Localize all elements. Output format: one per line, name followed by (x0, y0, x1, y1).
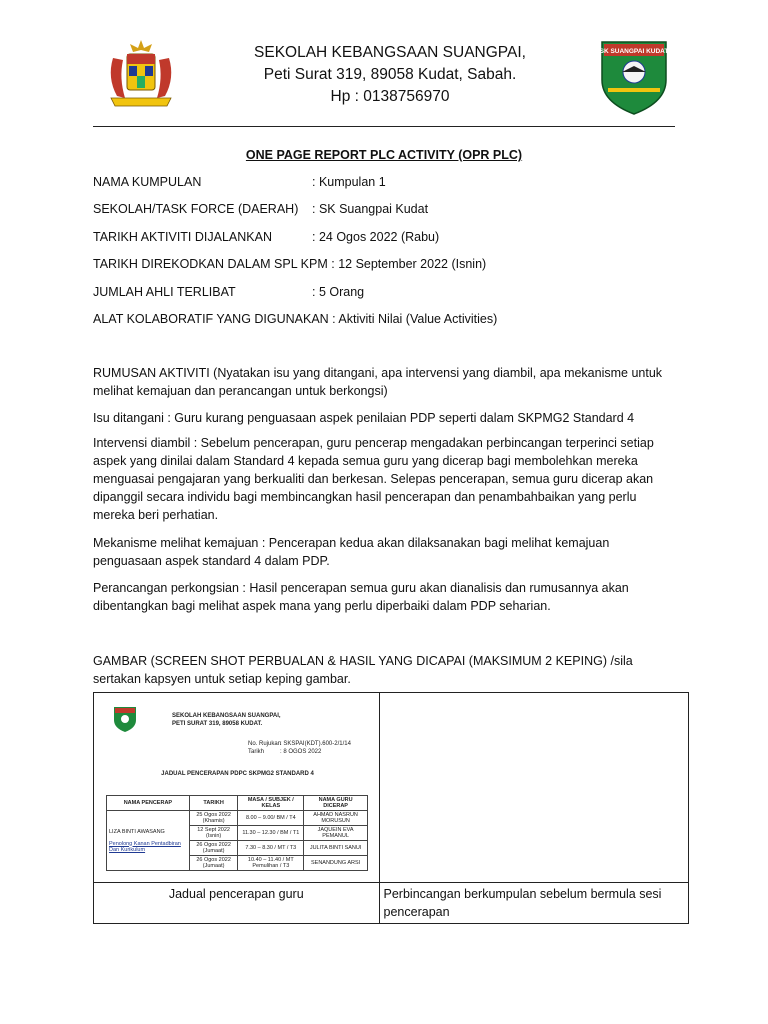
activity-date-label: TARIKH AKTIVITI DIJALANKAN (93, 230, 272, 244)
school-shield-logo (596, 36, 672, 116)
logo-text: SK SUANGPAI KUDAT (599, 48, 669, 55)
caption-cell-right (379, 883, 688, 924)
school-label: SEKOLAH/TASK FORCE (DAERAH) (93, 202, 299, 216)
thumb-row-teacher: JAQUEIN EVA PEMANUL (304, 826, 368, 841)
thumb-date-value: : 8 OGOS 2022 (280, 749, 322, 755)
school-address: Peti Surat 319, 89058 Kudat, Sabah. (263, 66, 517, 83)
thumb-row-time: 8.00 – 9.00/ BM / T4 (238, 811, 304, 826)
intervention-text: Intervensi diambil : Sebelum pencerapan, guru pencerap mengadakan perbincangan terperinci setiap aspek yang dinilai dalam Standard 4 kepada semua guru yang dicerap bagi membolehkan mereka menguasai pengajaran yang berkualiti dan berkesan. Selepas pencerapan, semua guru dicerap akan dipanggil secara individu bagi membincangkan hasil pencerapan dan penambahbaikan yang perlu mereka beri perhatian. (93, 436, 654, 522)
thumb-observer-name: LIZA BINTI AWASANG (109, 828, 165, 835)
issue-text: Isu ditangani : Guru kurang penguasaan aspek penilaian PDP seperti dalam SKPMG2 Standard 4 (93, 411, 635, 425)
picture-cell-right (379, 693, 688, 883)
thumb-col-date: TARIKH (189, 796, 238, 811)
thumb-col-observer: NAMA PENCERAP (107, 796, 190, 811)
members-value: : 5 Orang (312, 285, 365, 299)
thumb-table-title: JADUAL PENCERAPAN PDPC SKPMG2 STANDARD 4 (161, 771, 314, 777)
collab-tool-line: ALAT KOLABORATIF YANG DIGUNAKAN : Aktiviti Nilai (Value Activities) (93, 312, 498, 326)
thumb-row-teacher: SENANDUNG ARSI (304, 856, 368, 871)
thumb-row-teacher: AHMAD NASRUN MORUSUN (304, 811, 368, 826)
thumb-school-logo (112, 705, 138, 733)
thumb-row-date: 25 Ogos 2022 (Khamis) (189, 811, 238, 826)
thumb-school-name: SEKOLAH KEBANGSAAN SUANGPAI, (172, 713, 281, 719)
summary-intro: RUMUSAN AKTIVITI (Nyatakan isu yang ditangani, apa intervensi yang diambil, apa mekanisme untuk melihat kemajuan dan perancangan untuk berkongsi) (93, 366, 663, 398)
thumb-observer-cell (107, 811, 190, 871)
school-phone: Hp : 0138756970 (330, 88, 450, 105)
members-label: JUMLAH AHLI TERLIBAT (93, 285, 236, 299)
pictures-table (93, 692, 689, 924)
mechanism-text: Mekanisme melihat kemajuan : Pencerapan kedua akan dilaksanakan bagi melihat kemajuan penguasaan aspek standard 4 dalam PDP. (93, 536, 610, 568)
caption-right: Perbincangan berkumpulan sebelum bermula sesi pencerapan (383, 887, 662, 919)
thumb-observer-role: Penolong Kanan Pentadbiran Dan Kurikulum (109, 840, 181, 853)
thumb-row-date: 26 Ogos 2022 (Jumaat) (189, 856, 238, 871)
pictures-heading: GAMBAR (SCREEN SHOT PERBUALAN & HASIL YANG DICAPAI (MAKSIMUM 2 KEPING) /sila sertakan kapsyen untuk setiap keping gambar. (93, 654, 633, 686)
sharing-text: Perancangan perkongsian : Hasil pencerapan semua guru akan dianalisis dan rumusannya akan dibentangkan bagi melihat aspek mana yang perlu diperbaiki dalam PDP seharian. (93, 581, 629, 613)
thumb-schedule-table (106, 795, 368, 871)
thumb-row-time: 11.30 – 12.30 / BM / T1 (238, 826, 304, 841)
group-value: : Kumpulan 1 (312, 175, 386, 189)
caption-cell-left (94, 883, 380, 924)
thumb-col-teacher: NAMA GURU DICERAP (304, 796, 368, 811)
school-value: : SK Suangpai Kudat (312, 202, 429, 216)
thumb-row-time: 7.30 – 8.30 / MT / T3 (238, 841, 304, 856)
caption-left: Jadual pencerapan guru (168, 887, 304, 901)
thumb-row-time: 10.40 – 11.40 / MT Pemulihan / T3 (238, 856, 304, 871)
thumb-row-date: 26 Ogos 2022 (Jumaat) (189, 841, 238, 856)
record-date-line: TARIKH DIREKODKAN DALAM SPL KPM : 12 September 2022 (Isnin) (93, 257, 487, 271)
picture-cell-left (94, 693, 380, 883)
thumb-ref-value: : SKSPAI(KDT).600-2/1/14 (280, 741, 351, 747)
thumb-ref-label: No. Rujukan (248, 741, 282, 747)
thumb-school-address: PETI SURAT 319, 89058 KUDAT. (172, 721, 263, 727)
thumb-col-time: MASA / SUBJEK / KELAS (238, 796, 304, 811)
group-label: NAMA KUMPULAN (93, 175, 202, 189)
thumb-row-teacher: JULITA BINTI SANUI (304, 841, 368, 856)
header-divider (93, 126, 675, 127)
activity-date-value: : 24 Ogos 2022 (Rabu) (312, 230, 440, 244)
report-title: ONE PAGE REPORT PLC ACTIVITY (OPR PLC) (245, 148, 523, 162)
schedule-screenshot (100, 697, 375, 881)
table-row (107, 811, 368, 826)
thumb-date-label: Tarikh (248, 749, 265, 755)
malaysia-crest-logo (103, 38, 179, 108)
school-name: SEKOLAH KEBANGSAAN SUANGPAI, (254, 44, 526, 61)
thumb-row-date: 12 Sept 2022 (Isnin) (189, 826, 238, 841)
